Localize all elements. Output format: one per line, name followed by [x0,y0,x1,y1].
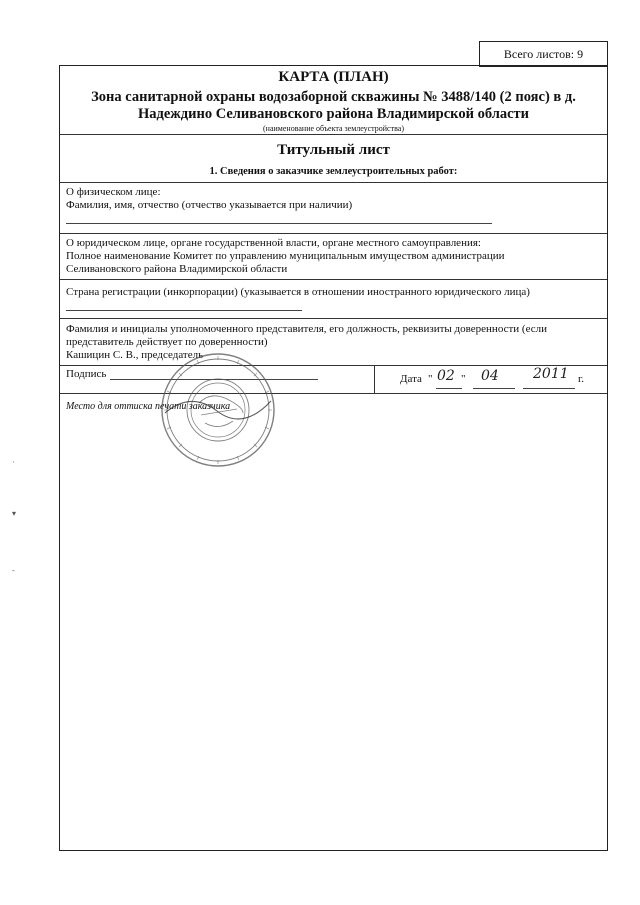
scan-speck: · [12,458,15,467]
divider [60,393,607,394]
object-name [60,89,607,123]
individual-label: О физическом лице: [66,186,161,198]
section-title: Титульный лист [277,142,390,158]
representative-label-line2: представитель действует по доверенности) [66,336,268,348]
divider [60,233,607,234]
date-year-suffix: г. [578,373,585,385]
date-month[interactable]: 04 [481,368,499,384]
total-sheets-label: Всего листов: 9 [503,47,584,61]
object-name-line2: Надеждино Селивановского района Владимирской области [137,106,530,122]
divider [60,365,607,366]
date-label: Дата [400,373,422,385]
official-seal-icon [159,351,277,469]
scan-speck: - [12,566,15,575]
date-year-line [523,388,575,389]
scan-speck: ▾ [12,509,17,518]
document-frame [59,65,608,851]
date-month-line [473,388,515,389]
representative-label-line1: Фамилия и инициалы уполномоченного представителя, его должность, реквизиты доверенности (если [66,323,547,335]
legal-entity-fullname-line1: Полное наименование Комитет по управлению муниципальным имуществом администрации [66,250,505,262]
individual-name-label: Фамилия, имя, отчество (отчество указывается при наличии) [66,199,353,211]
stamp-place-label: Место для оттиска печати заказчика [66,401,231,412]
signature-label: Подпись [66,368,107,380]
country-label: Страна регистрации (инкорпорации) (указывается в отношении иностранного юридического лица) [66,286,530,298]
representative-value: Кашицин С. В., председатель [66,349,204,361]
map-title: КАРТА (ПЛАН) [278,69,389,85]
date-day-line [436,388,462,389]
object-name-line1: Зона санитарной охраны водозаборной скважины № 3488/140 (2 пояс) в д. [91,89,576,105]
divider [60,182,607,183]
date-quote-close: " [461,373,466,385]
individual-name-line [66,223,492,224]
total-sheets-box [479,41,608,67]
section-subtitle: 1. Сведения о заказчике землеустроительных работ: [209,166,458,177]
signature-date-divider [374,365,375,393]
object-caption: (наименование объекта землеустройства) [263,124,404,133]
date-day[interactable]: 02 [437,368,455,384]
divider [60,279,607,280]
legal-entity-label: О юридическом лице, органе государственной власти, органе местного самоуправления: [66,237,481,249]
divider [60,318,607,319]
country-line [66,310,302,311]
legal-entity-fullname-line2: Селивановского района Владимирской области [66,263,288,275]
divider [60,134,607,135]
date-year[interactable]: 2011 [533,366,569,382]
date-quote-open: " [428,373,433,385]
